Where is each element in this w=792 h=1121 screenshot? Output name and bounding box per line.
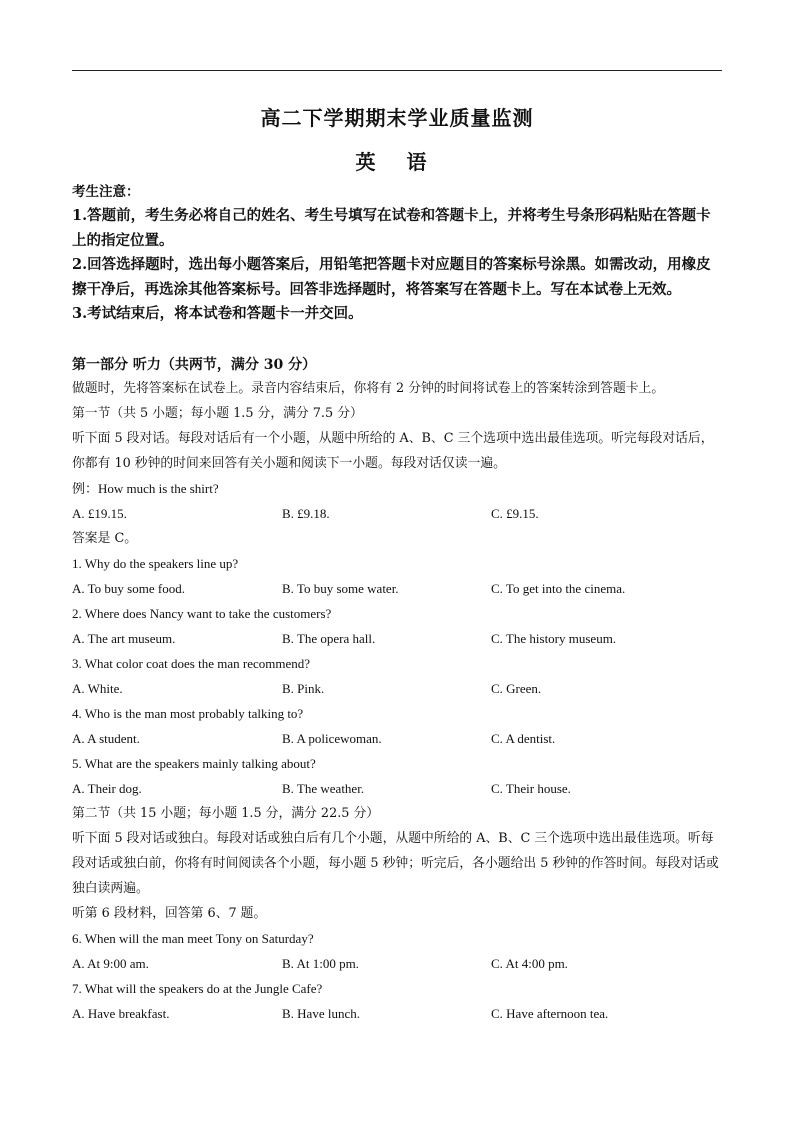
notice-item: 1.答题前，考生务必将自己的姓名、考生号填写在试卷和答题卡上，并将考生号条形码粘贴在答题卡上的指定位置。 [72,207,711,249]
notice-list [72,204,722,327]
example-answer: 答案是 C。 [72,531,138,546]
material-note: 听第 6 段材料，回答第 6、7 题。 [72,906,267,921]
part1-heading: 第一部分 听力（共两节，满分 30 分） [72,357,317,373]
option-c: C. Their house. [491,781,571,796]
question-2-options [72,626,722,651]
exam-subject: 英 语 [355,150,439,174]
part1-body [72,376,722,1026]
option-c: C. The history museum. [491,631,617,646]
header-rule [72,70,722,71]
option-c: C. At 4:00 pm. [491,956,568,971]
question-2: 2. Where does Nancy want to take the customers? [72,606,332,621]
option-a: A. To buy some food. [72,581,185,596]
option-a: A. £19.15. [72,506,127,521]
option-a: A. A student. [72,731,140,746]
option-c: C. £9.15. [491,506,539,521]
section1-heading: 第一节（共 5 小题；每小题 1.5 分，满分 7.5 分） [72,406,363,421]
option-b: B. To buy some water. [282,581,399,596]
section2-directions: 听下面 5 段对话或独白。每段对话或独白后有几个小题，从题中所给的 A、B、C 三个选项中选出最佳选项。听每段对话或独白前，你将有时间阅读各个小题，每小题 5 秒钟；听完后，各小题给出 5 秒钟的作答时间。每段对话或独白读两遍。 [72,831,719,896]
option-c: C. Green. [491,681,542,696]
question-7: 7. What will the speakers do at the Jungle Cafe? [72,981,323,996]
section1-directions: 听下面 5 段对话。每段对话后有一个小题，从题中所给的 A、B、C 三个选项中选出最佳选项。听完每段对话后，你都有 10 秒钟的时间来回答有关小题和阅读下一小题。每段对话仅读一遍。 [72,431,714,471]
question-3-options [72,676,722,701]
exam-title: 高二下学期期末学业质量监测 [260,106,534,130]
option-b: B. The opera hall. [282,631,376,646]
option-a: A. At 9:00 am. [72,956,149,971]
option-a: A. White. [72,681,123,696]
notice-item: 2.回答选择题时，选出每小题答案后，用铅笔把答题卡对应题目的答案标号涂黑。如需改动，用橡皮擦干净后，再选涂其他答案标号。回答非选择题时，将答案写在答题卡上。写在本试卷上无效。 [72,256,711,298]
question-7-options [72,1001,722,1026]
part1-instruction: 做题时，先将答案标在试卷上。录音内容结束后，你将有 2 分钟的时间将试卷上的答案转涂到答题卡上。 [72,381,665,396]
question-6-options [72,951,722,976]
option-b: B. At 1:00 pm. [282,956,359,971]
question-5-options [72,776,722,801]
question-3: 3. What color coat does the man recommend? [72,656,311,671]
question-5: 5. What are the speakers mainly talking about? [72,756,316,771]
option-c: C. To get into the cinema. [491,581,626,596]
option-b: B. The weather. [282,781,365,796]
option-b: B. £9.18. [282,506,330,521]
option-b: B. A policewoman. [282,731,382,746]
question-1: 1. Why do the speakers line up? [72,556,239,571]
example-question: 例：How much is the shirt? [72,481,219,496]
question-1-options [72,576,722,601]
question-6: 6. When will the man meet Tony on Saturday? [72,931,314,946]
notice-heading: 考生注意： [72,184,140,200]
question-4: 4. Who is the man most probably talking to? [72,706,304,721]
option-b: B. Pink. [282,681,325,696]
option-a: A. Their dog. [72,781,142,796]
option-c: C. Have afternoon tea. [491,1006,609,1021]
option-b: B. Have lunch. [282,1006,360,1021]
option-a: A. Have breakfast. [72,1006,170,1021]
example-options [72,501,722,526]
question-4-options [72,726,722,751]
notice-item: 3.考试结束后，将本试卷和答题卡一并交回。 [72,305,363,323]
option-a: A. The art museum. [72,631,176,646]
section2-heading: 第二节（共 15 小题；每小题 1.5 分，满分 22.5 分） [72,806,380,821]
option-c: C. A dentist. [491,731,556,746]
